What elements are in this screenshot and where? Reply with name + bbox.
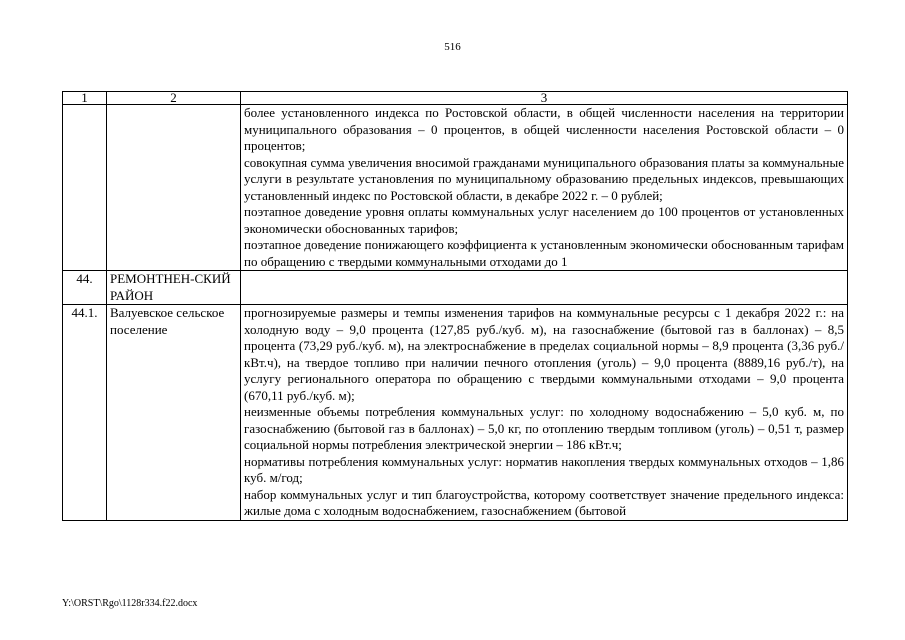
paragraph: нормативы потребления коммунальных услуг: норматив накопления твердых коммунальных отходов – 1,86 куб. м/год; [244, 453, 844, 485]
table-row-continued [63, 105, 848, 271]
footer-file-path: Y:\ORST\Rgo\1128r334.f22.docx [62, 598, 198, 609]
paragraph: поэтапное доведение понижающего коэффициента к установленным экономически обоснованным тарифам по обращению с твердыми коммунальными отходами до 1 [244, 237, 844, 269]
column-header-2: 2 [107, 92, 241, 105]
cell-settlement-text [241, 305, 848, 521]
paragraph: совокупная сумма увеличения вносимой гражданами муниципального образования платы за коммунальные услуги в результате установления по муниципальному образованию предельных индексов, превышающих установленный индекс по Ростовской области, в декабре 2022 г. – 0 рублей; [244, 154, 844, 203]
cell-empty-district-text [241, 271, 848, 305]
page-number: 516 [444, 41, 461, 53]
table-header-row [63, 92, 848, 105]
column-header-3: 3 [241, 92, 848, 105]
table-row-settlement [63, 305, 848, 521]
table-row-district [63, 271, 848, 305]
cell-empty-number [63, 105, 107, 271]
paragraph: неизменные объемы потребления коммунальных услуг: по холодному водоснабжению – 5,0 куб. м, по газоснабжению (бытовой газ в баллонах) – 5,0 кг, по отоплению твердым топливом (уголь) – 0,51 т, размер социальной нормы потребления электрической энергии – 186 кВт.ч; [244, 404, 844, 452]
cell-empty-name [107, 105, 241, 271]
district-name: РЕМОНТНЕН-СКИЙ РАЙОН [107, 271, 241, 305]
paragraph: более установленного индекса по Ростовской области, в общей численности населения на территории муниципального образования – 0 процентов, в общей численности населения Ростовской области – 0 процентов; [244, 105, 844, 153]
district-number: 44. [63, 271, 107, 305]
settlement-name: Валуевское сельское поселение [107, 305, 241, 521]
paragraph: прогнозируемые размеры и темпы изменения тарифов на коммунальные ресурсы с 1 декабря 2022 г.: на холодную воду – 9,0 процента (127,85 руб./куб. м), на газоснабжение (бытовой газ в баллонах) – 8,5 процента (73,29 руб./куб. м), на электроснабжение в пределах социальной нормы – 8,9 процента (3,36 руб./кВт.ч), на твердое топливо при наличии печного отопления (уголь) – 9,0 процента (8889,16 руб./т), на услугу регионального оператора по обращению с твердыми коммунальными отходами – 9,0 процента (670,11 руб./куб. м); [244, 305, 844, 403]
column-header-1: 1 [63, 92, 107, 105]
paragraph: поэтапное доведение уровня оплаты коммунальных услуг населением до 100 процентов от установленных экономически обоснованных тарифов; [244, 204, 844, 236]
cell-continued-text [241, 105, 848, 271]
tariff-table [62, 91, 848, 521]
paragraph: набор коммунальных услуг и тип благоустройства, которому соответствует значение предельного индекса: жилые дома с холодным водоснабжением, газоснабжением (бытовой [244, 486, 844, 518]
settlement-number: 44.1. [63, 305, 107, 521]
